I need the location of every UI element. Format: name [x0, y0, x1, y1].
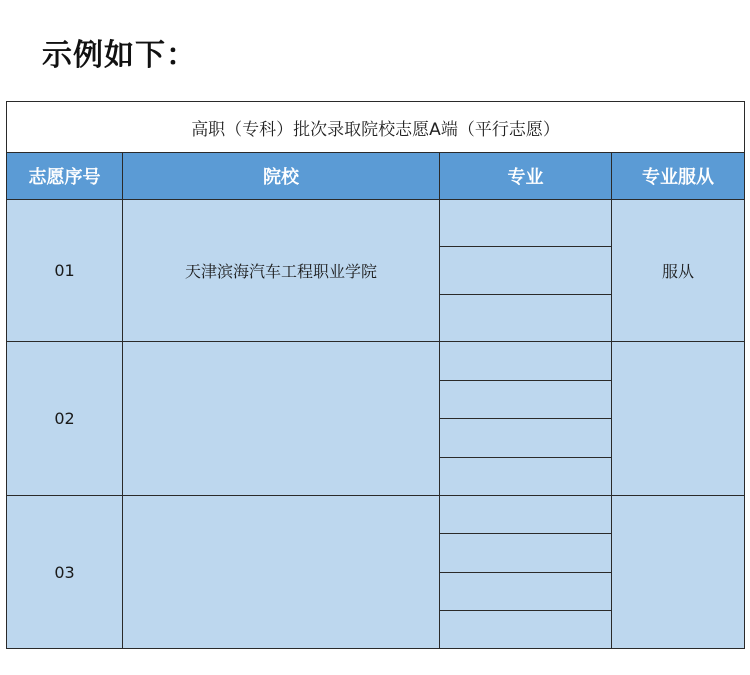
table-title: 高职（专科）批次录取院校志愿A端（平行志愿）: [7, 102, 745, 153]
major-input-slot[interactable]: [440, 572, 611, 610]
header-major: 专业: [440, 153, 612, 200]
header-seq: 志愿序号: [7, 153, 123, 200]
obey-cell[interactable]: 服从: [612, 200, 745, 342]
major-input-slot[interactable]: [440, 496, 611, 533]
seq-cell: 03: [7, 496, 123, 649]
table-row: [7, 342, 745, 496]
major-input-slot[interactable]: [440, 246, 611, 293]
major-input-slot[interactable]: [440, 200, 611, 246]
major-cell: [440, 200, 612, 342]
major-input-slot[interactable]: [440, 380, 611, 419]
school-cell[interactable]: 天津滨海汽车工程职业学院: [123, 200, 440, 342]
major-input-slot[interactable]: [440, 294, 611, 341]
major-input-slot[interactable]: [440, 342, 611, 380]
major-input-slot[interactable]: [440, 418, 611, 457]
header-row: [7, 153, 745, 200]
major-input-slot[interactable]: [440, 610, 611, 648]
table-row: [7, 496, 745, 649]
obey-cell[interactable]: [612, 496, 745, 649]
seq-cell: 01: [7, 200, 123, 342]
major-cell: [440, 496, 612, 649]
page-heading: 示例如下：: [42, 38, 197, 73]
table-row: [7, 200, 745, 342]
major-input-slot[interactable]: [440, 533, 611, 571]
header-school: 院校: [123, 153, 440, 200]
major-cell: [440, 342, 612, 496]
major-input-slot[interactable]: [440, 457, 611, 496]
obey-cell[interactable]: [612, 342, 745, 496]
header-obey: 专业服从: [612, 153, 745, 200]
school-cell[interactable]: [123, 342, 440, 496]
seq-cell: 02: [7, 342, 123, 496]
application-table: [6, 101, 745, 649]
school-cell[interactable]: [123, 496, 440, 649]
